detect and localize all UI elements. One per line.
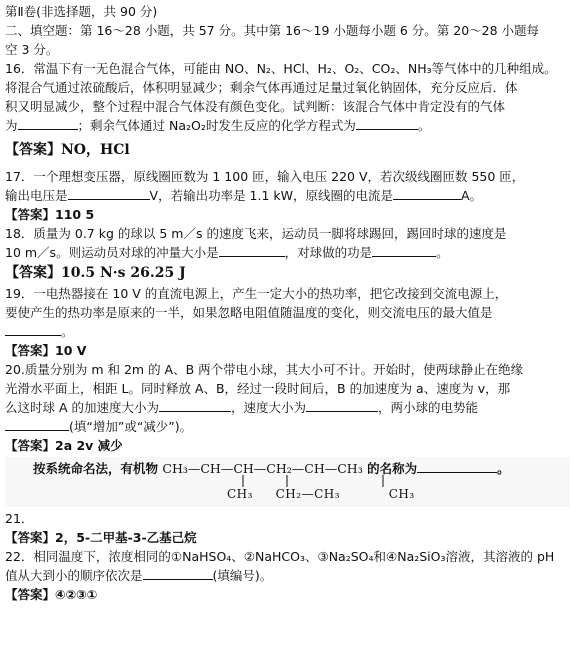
q22-line2 [5, 566, 570, 585]
q20-blank-3[interactable] [5, 418, 69, 431]
q18-text-b: ，对球做的功是 [284, 245, 373, 260]
q21-main-chain: CH₃—CH—CH—CH₂—CH—CH₃ [162, 461, 363, 476]
q20-line1: 20.质量分别为 m 和 2m 的 A、B 两个带电小球，其大小可不计。开始时，使两球静止在绝缘 [5, 362, 524, 377]
q16-blank-1[interactable] [18, 117, 78, 130]
q17-blank-2[interactable] [393, 187, 461, 200]
q16-line4 [5, 116, 570, 135]
q16-answer: 【答案】NO，HCl [5, 142, 130, 158]
q21-substituent-3: CH₃ [388, 487, 415, 501]
q21-end-mark: 。 [497, 461, 510, 476]
q16-blank-2[interactable] [356, 117, 418, 130]
q20-blank-2[interactable] [306, 399, 378, 412]
fill-in-instructions-line1: 二、填空题：第 16～28 小题，共 57 分。其中第 16～19 小题每小题 6 分。第 20～28 小题每 [5, 23, 540, 38]
q22-text-b: (填编号)。 [212, 568, 273, 583]
q19-line1: 19．一电热器接在 10 V 的直流电源上，产生一定大小的热功率，把它改接到交流电源上， [5, 286, 508, 301]
q16-text-c: 。 [417, 118, 431, 133]
q18-blank-1[interactable] [219, 244, 285, 257]
q18-blank-2[interactable] [372, 244, 436, 257]
q21-answer: 【答案】2，5-二甲基-3-乙基己烷 [5, 530, 197, 545]
q16-line1: 16．常温下有一无色混合气体，可能由 NO、N₂、HCl、H₂、O₂、CO₂、NH₃等气体中的几种组成。 [5, 61, 557, 76]
q20-text-d: (填“增加”或“减少”)。 [69, 419, 193, 434]
exam-page [5, 2, 570, 604]
q17-text-a: 输出电压是 [5, 188, 68, 203]
q18-line1: 18．质量为 0.7 kg 的球以 5 m／s 的速度飞来，运动员一脚将球踢回，踢回时球的速度是 [5, 226, 507, 241]
q19-line3 [5, 322, 570, 341]
q19-line2: 要使产生的热功率是原来的一半，如果忽略电阻值随温度的变化，则交流电压的最大值是 [5, 305, 493, 320]
q21-scanned-question [5, 457, 570, 507]
q22-blank[interactable] [143, 567, 213, 580]
q21-substituent-2: CH₂—CH₃ [275, 487, 341, 501]
q17-line1: 17．一个理想变压器，原线圈匝数为 1 100 匝，输入电压 220 V，若次级线圈匝数 550 匝， [5, 169, 525, 184]
q17-blank-1[interactable] [68, 187, 150, 200]
q17-line2 [5, 186, 570, 205]
q16-text-a: 为 [5, 118, 18, 133]
q16-line2: 将混合气通过浓硫酸后，体积明显减少；剩余气体再通过足量过氧化钠固体，充分反应后．体 [5, 80, 518, 95]
q20-line3 [5, 398, 570, 417]
q21-prompt-suffix: 的名称为 [367, 461, 418, 476]
q16-text-b: ；剩余气体通过 Na₂O₂时发生反应的化学方程式为 [77, 118, 356, 133]
q17-text-c: A。 [461, 188, 483, 203]
q21-prompt-prefix: 按系统命名法，有机物 [33, 461, 159, 476]
q18-text-c: 。 [436, 245, 449, 260]
q19-answer: 【答案】10 V [5, 343, 87, 358]
q22-text-a: 值从大到小的顺序依次是 [5, 568, 143, 583]
q21-number: 21． [5, 511, 34, 526]
q22-answer: 【答案】④②③① [5, 587, 98, 602]
fill-in-instructions-line2: 空 3 分。 [5, 42, 59, 57]
q19-text-end: 。 [61, 324, 74, 339]
q20-line2: 光滑水平面上，相距 L。同时释放 A、B，经过一段时间后，B 的加速度为 a、速度为 v，那 [5, 381, 511, 396]
q19-blank-1[interactable] [5, 323, 61, 336]
q18-line2 [5, 243, 570, 262]
q18-text-a: 10 m／s。则运动员对球的冲量大小是 [5, 245, 219, 260]
q20-text-a: 么这时球 A 的加速度大小为 [5, 400, 159, 415]
section-title: 第Ⅱ卷(非选择题，共 90 分) [5, 4, 158, 19]
q22-line1: 22．相同温度下，浓度相同的①NaHSO₄、②NaHCO₃、③Na₂SO₄和④Na₂SiO₃溶液，其溶液的 pH [5, 549, 555, 564]
q17-text-b: V，若输出功率是 1.1 kW，原线圈的电流是 [149, 188, 393, 203]
q20-line4 [5, 417, 570, 436]
q21-substituent-1: CH₃ [227, 487, 253, 501]
q20-text-b: ，速度大小为 [231, 400, 307, 415]
q18-answer: 【答案】10.5 N·s 26.25 J [5, 265, 186, 281]
q20-blank-1[interactable] [159, 399, 231, 412]
q21-substituent-row [227, 487, 415, 501]
q16-line3: 积又明显减少，整个过程中混合气体没有颜色变化。试判断：该混合气体中肯定没有的气体 [5, 99, 506, 114]
q17-answer: 【答案】110 5 [5, 207, 95, 222]
q20-text-c: ，两小球的电势能 [378, 400, 479, 415]
q20-answer: 【答案】2a 2v 减少 [5, 438, 123, 453]
